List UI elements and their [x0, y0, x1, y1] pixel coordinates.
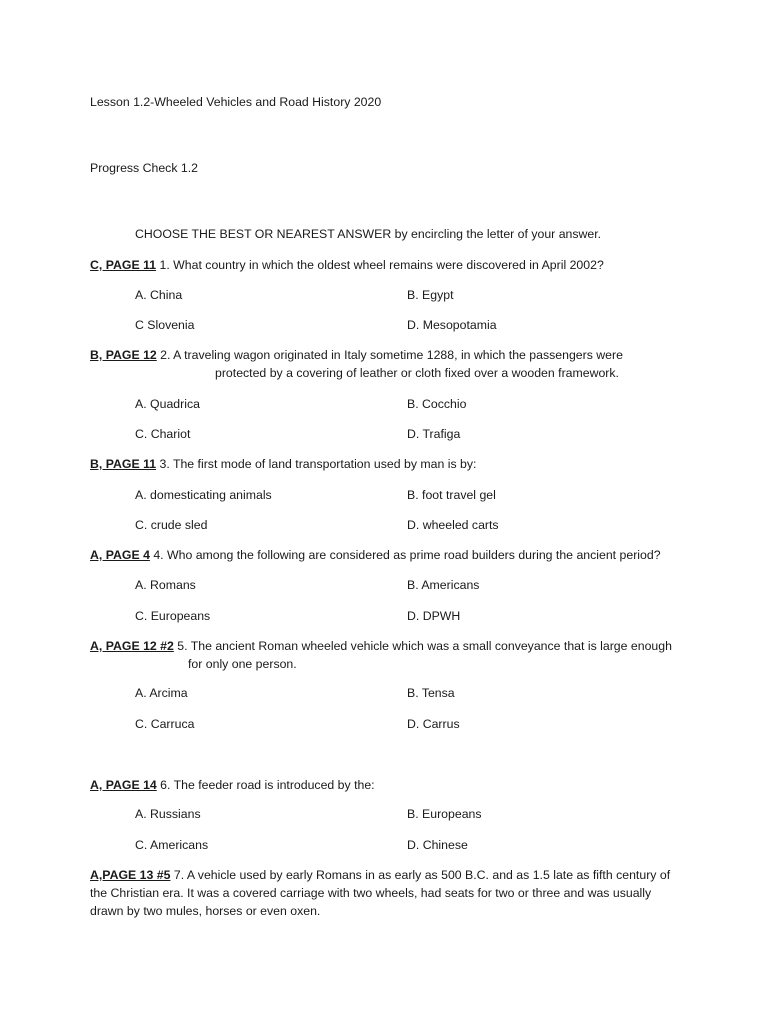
answer-key: B, PAGE 11 — [90, 457, 157, 471]
option-c: C Slovenia — [135, 318, 195, 332]
question-3 — [90, 457, 476, 471]
option-c: C. crude sled — [135, 518, 208, 532]
option-a: A. Romans — [135, 578, 196, 592]
option-b: B. Americans — [407, 578, 480, 592]
question-text: 3. The first mode of land transportation used by man is by: — [159, 457, 477, 471]
option-b: B. Europeans — [407, 807, 482, 821]
question-text-continued: the Christian era. It was a covered carriage with two wheels, had seats for two or three and was usually — [90, 886, 652, 900]
progress-title: Progress Check 1.2 — [90, 161, 198, 175]
option-a: A. Quadrica — [135, 397, 200, 411]
option-c: C. Americans — [135, 838, 209, 852]
option-a: A. Arcima — [135, 686, 188, 700]
question-text: 1. What country in which the oldest wheel remains were discovered in April 2002? — [159, 258, 604, 272]
question-5 — [90, 639, 672, 653]
option-d: D. Carrus — [407, 717, 460, 731]
option-d: D. wheeled carts — [407, 518, 499, 532]
question-7 — [90, 868, 670, 882]
answer-key: C, PAGE 11 — [90, 258, 157, 272]
question-4 — [90, 548, 661, 562]
option-a: A. China — [135, 288, 183, 302]
option-c: C. Chariot — [135, 427, 191, 441]
answer-key: B, PAGE 12 — [90, 348, 157, 362]
option-c: C. Europeans — [135, 609, 211, 623]
question-text-continued: protected by a covering of leather or cloth fixed over a wooden framework. — [215, 366, 619, 380]
answer-key: A, PAGE 12 #2 — [90, 639, 174, 653]
answer-key: A,PAGE 13 #5 — [90, 868, 171, 882]
question-text-continued: drawn by two mules, horses or even oxen. — [90, 904, 321, 918]
question-text: 4. Who among the following are considered as prime road builders during the ancient period? — [153, 548, 661, 562]
question-1 — [90, 258, 604, 272]
option-d: D. Mesopotamia — [407, 318, 497, 332]
question-text-continued: for only one person. — [188, 657, 297, 671]
option-b: B. foot travel gel — [407, 488, 496, 502]
lesson-title: Lesson 1.2-Wheeled Vehicles and Road History 2020 — [90, 95, 382, 109]
answer-key: A, PAGE 14 — [90, 778, 157, 792]
option-d: D. DPWH — [407, 609, 461, 623]
option-a: A. Russians — [135, 807, 201, 821]
question-6 — [90, 778, 375, 792]
option-d: D. Trafiga — [407, 427, 461, 441]
question-text: 7. A vehicle used by early Romans in as early as 500 B.C. and as 1.5 late as fifth century of — [173, 868, 671, 882]
option-d: D. Chinese — [407, 838, 468, 852]
option-b: B. Egypt — [407, 288, 454, 302]
instructions: CHOOSE THE BEST OR NEAREST ANSWER by encircling the letter of your answer. — [135, 227, 602, 241]
answer-key: A, PAGE 4 — [90, 548, 150, 562]
question-text: 2. A traveling wagon originated in Italy sometime 1288, in which the passengers were — [160, 348, 623, 362]
option-a: A. domesticating animals — [135, 488, 272, 502]
question-text: 6. The feeder road is introduced by the: — [160, 778, 375, 792]
question-text: 5. The ancient Roman wheeled vehicle which was a small conveyance that is large enough — [177, 639, 672, 653]
question-2 — [90, 348, 623, 362]
option-b: B. Tensa — [407, 686, 455, 700]
option-b: B. Cocchio — [407, 397, 467, 411]
option-c: C. Carruca — [135, 717, 195, 731]
